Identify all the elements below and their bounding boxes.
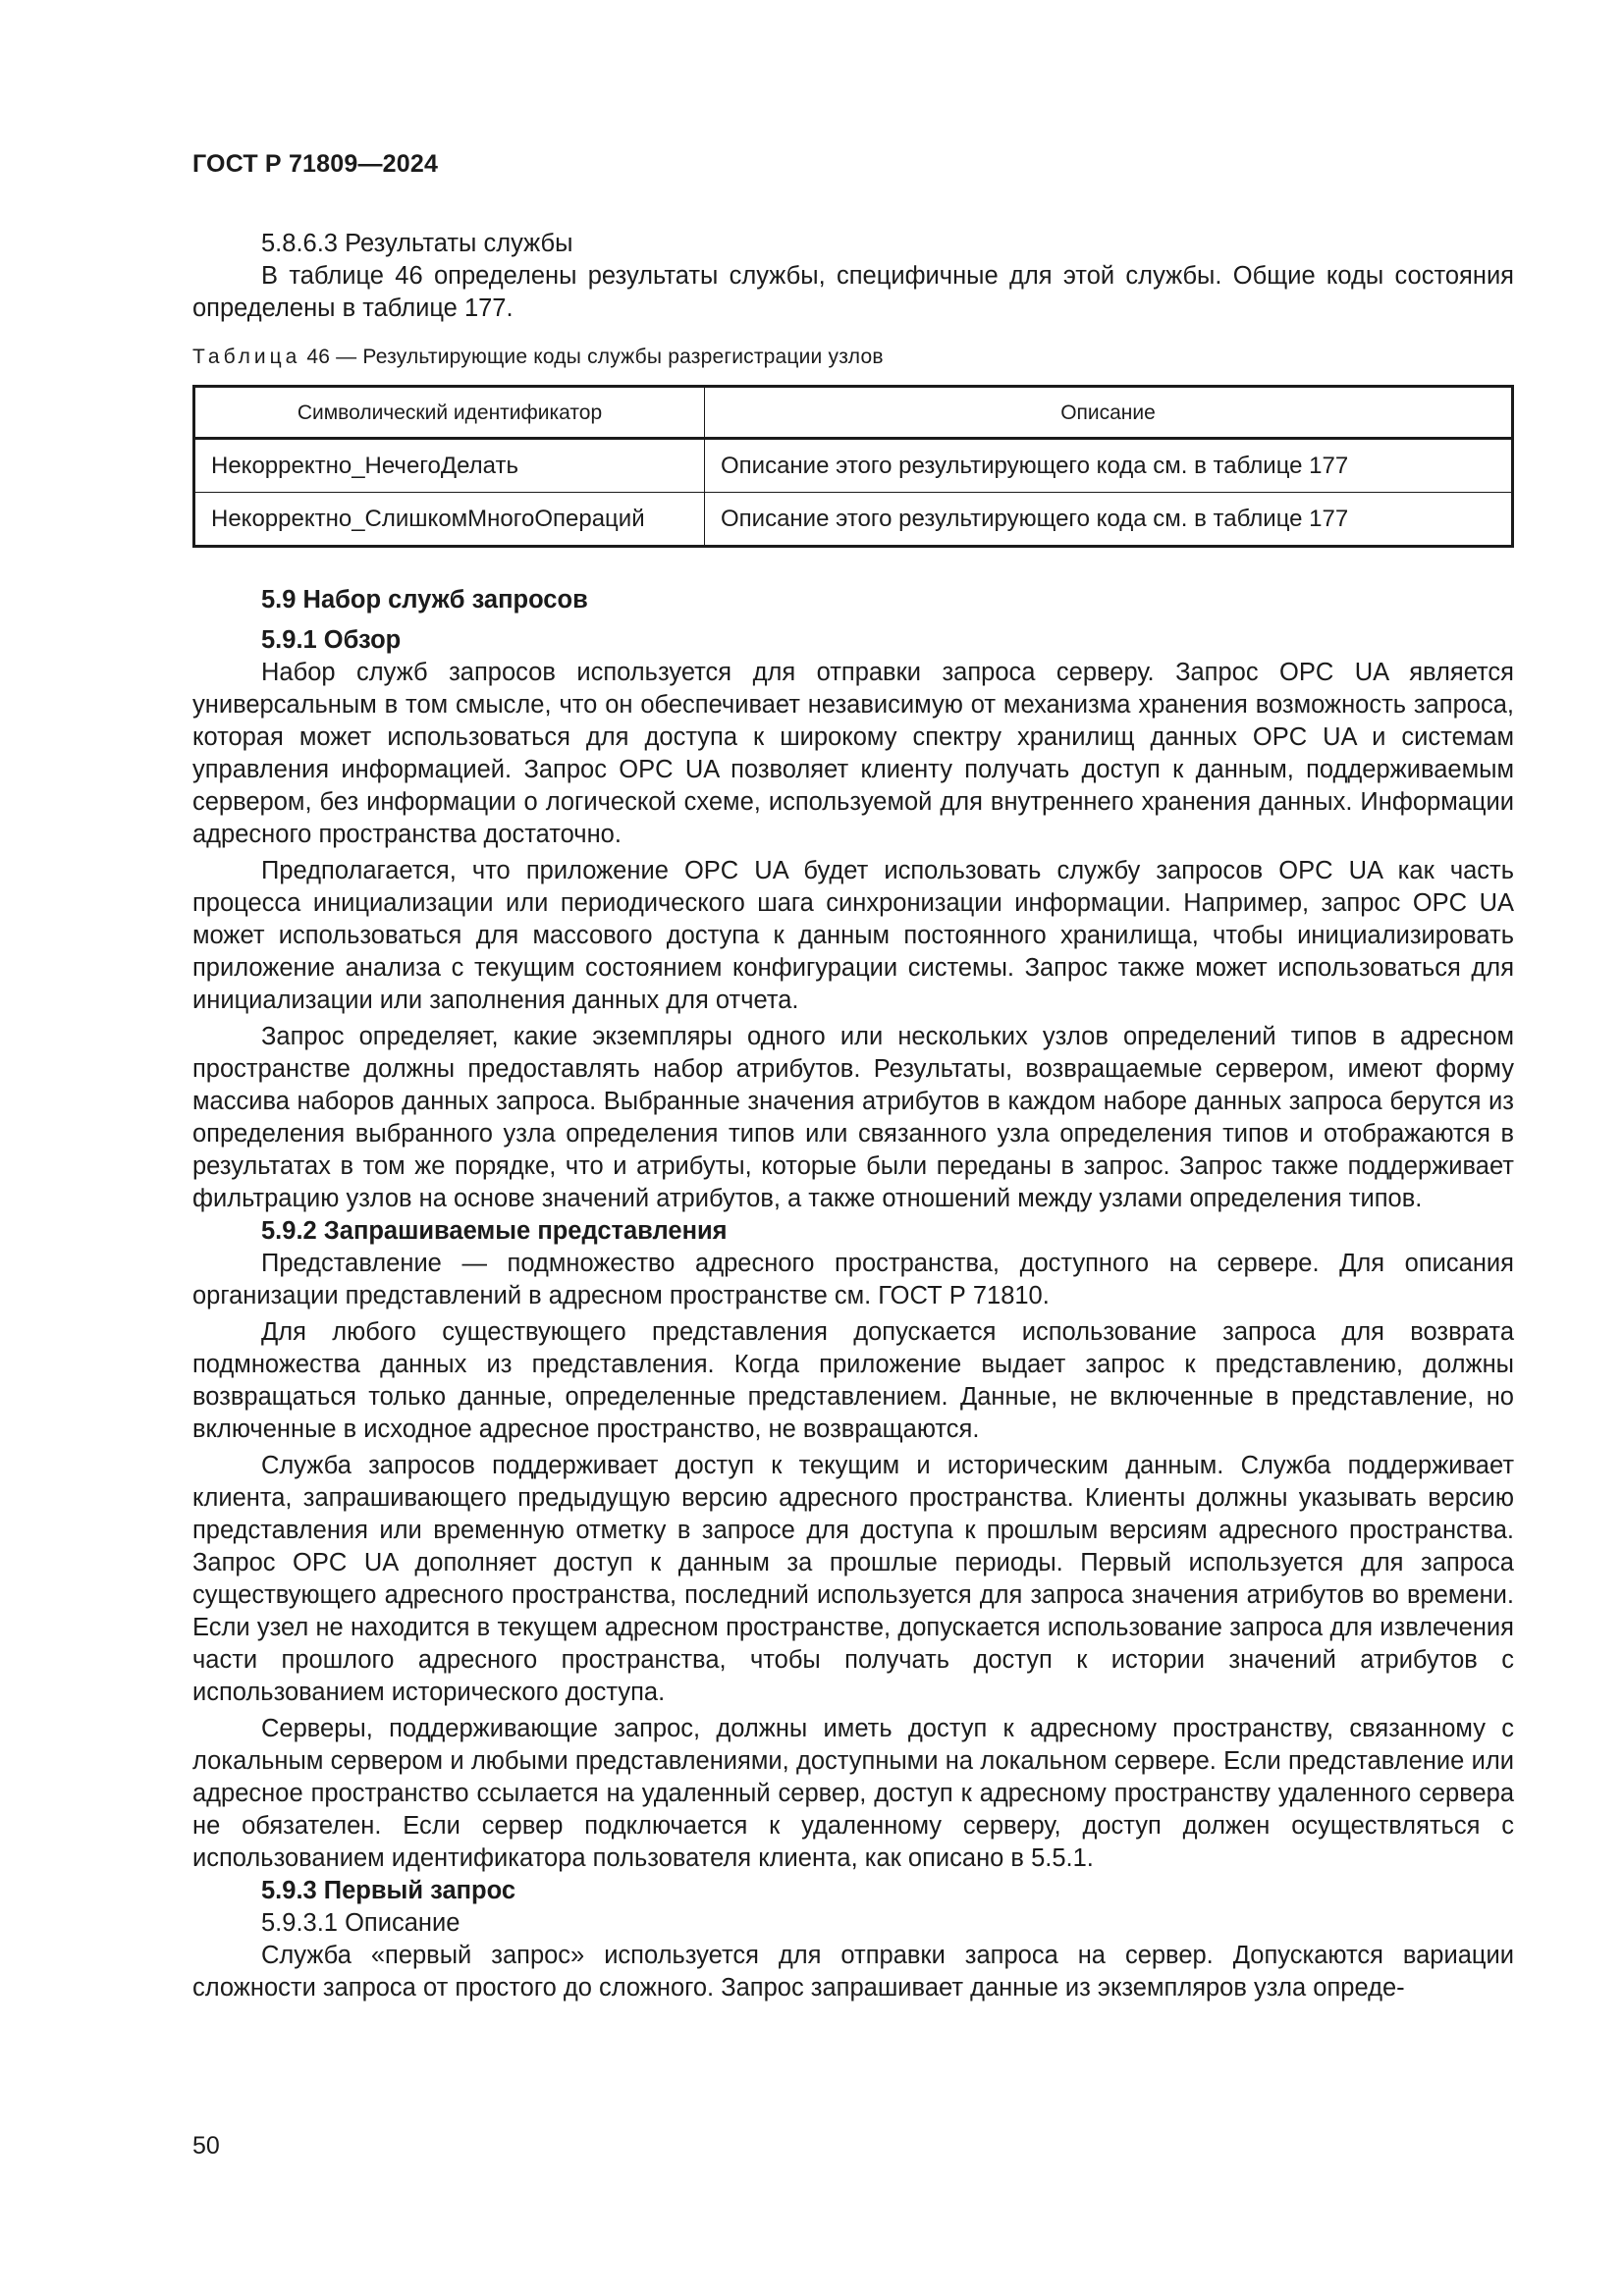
identifier-cell: Некорректно_НечегоДелать bbox=[194, 439, 705, 493]
paragraph: Служба «первый запрос» используется для отправки запроса на сервер. Допускаются вариации сложности запроса от простого до сложного. Запрос запрашивает данные из экземпляров узла опреде- bbox=[192, 1942, 1514, 2002]
column-header-identifier: Символический идентификатор bbox=[194, 387, 705, 439]
section-5863-heading: 5.8.6.3 Результаты службы bbox=[261, 230, 573, 257]
description-cell: Описание этого результирующего кода см. в таблице 177 bbox=[705, 493, 1513, 547]
document-body bbox=[192, 228, 1514, 2004]
table-caption-label: Таблица bbox=[192, 346, 301, 368]
paragraph: Набор служб запросов используется для отправки запроса серверу. Запрос OPC UA является универсальным в том смысле, что он обеспечивает независимую от механизма хранения возможность запроса, которая может использоваться для доступа к широкому спектру хранилищ данных OPC UA и системам управления информацией. Запрос OPC UA позволяет клиенту получать доступ к данным, поддерживаемым сервером, без информации о логической схеме, используемой для внутреннего хранения данных. Информации адресного пространства достаточно. bbox=[192, 659, 1514, 848]
paragraph: Служба запросов поддерживает доступ к текущим и историческим данным. Служба поддерживает клиента, запрашивающего предыдущую версию адресного пространства. Клиенты должны указывать версию представления или временную отметку в запросе для доступа к прошлым версиям адресного пространства. Запрос OPC UA дополняет доступ к данным за прошлые периоды. Первый используется для запроса существующего адресного пространства, последний используется для запроса значения атрибутов во времени. Если узел не находится в текущем адресном пространстве, допускается использование запроса для извлечения части прошлого адресного пространства, чтобы получать доступ к истории значений атрибутов с использованием исторического доступа. bbox=[192, 1452, 1514, 1706]
description-cell: Описание этого результирующего кода см. в таблице 177 bbox=[705, 439, 1513, 493]
result-codes-table bbox=[192, 385, 1514, 548]
section-59-heading: 5.9 Набор служб запросов bbox=[261, 586, 588, 614]
section-593-heading: 5.9.3 Первый запрос bbox=[261, 1877, 516, 1904]
table-row bbox=[194, 493, 1513, 547]
paragraph: Серверы, поддерживающие запрос, должны иметь доступ к адресному пространству, связанному с локальным сервером и любыми представлениями, доступными на локальном сервере. Если представление или адресное пространство ссылается на удаленный сервер, доступ к адресному пространству удаленного сервера не обязателен. Если сервер подключается к удаленному серверу, доступ должен осуществляться с использованием идентификатора пользователя клиента, как описано в 5.5.1. bbox=[192, 1715, 1514, 1872]
section-591-heading: 5.9.1 Обзор bbox=[261, 626, 402, 654]
standard-header: ГОСТ Р 71809—2024 bbox=[192, 150, 439, 178]
paragraph: Для любого существующего представления допускается использование запроса для возврата подмножества данных из представления. Когда приложение выдает запрос к представлению, должны возвращаться только данные, определенные представлением. Данные, не включенные в представление, но включенные в исходное адресное пространство, не возвращаются. bbox=[192, 1318, 1514, 1443]
section-592-heading: 5.9.2 Запрашиваемые представления bbox=[261, 1217, 728, 1245]
paragraph: Запрос определяет, какие экземпляры одного или нескольких узлов определений типов в адресном пространстве должны предоставлять набор атрибутов. Результаты, возвращаемые сервером, имеют форму массива наборов данных запроса. Выбранные значения атрибутов в каждом наборе данных запроса берутся из определения выбранного узла определения типов или связанного узла определения типов и отображаются в результатах в том же порядке, что и атрибуты, которые были переданы в запрос. Запрос также поддерживает фильтрацию узлов на основе значений атрибутов, а также отношений между узлами определения типов. bbox=[192, 1023, 1514, 1212]
section-5931-heading: 5.9.3.1 Описание bbox=[261, 1909, 460, 1937]
table-header-row bbox=[194, 387, 1513, 439]
column-header-description: Описание bbox=[705, 387, 1513, 439]
paragraph: Предполагается, что приложение OPC UA будет использовать службу запросов OPC UA как часть процесса инициализации или периодического шага синхронизации информации. Например, запрос OPC UA может использоваться для массового доступа к данным постоянного хранилища, чтобы инициализировать приложение анализа с текущим состоянием конфигурации системы. Запрос также может использоваться для инициализации или заполнения данных для отчета. bbox=[192, 857, 1514, 1014]
page-number: 50 bbox=[192, 2132, 220, 2160]
table-46-caption bbox=[192, 341, 1514, 373]
table-row bbox=[194, 439, 1513, 493]
table-caption-text: 46 — Результирующие коды службы разрегистрации узлов bbox=[306, 346, 884, 368]
paragraph: Представление — подмножество адресного пространства, доступного на сервере. Для описания организации представлений в адресном пространстве см. ГОСТ Р 71810. bbox=[192, 1250, 1514, 1309]
section-5863-text: В таблице 46 определены результаты службы, специфичные для этой службы. Общие коды состояния определены в таблице 177. bbox=[192, 262, 1514, 322]
identifier-cell: Некорректно_СлишкомМногоОпераций bbox=[194, 493, 705, 547]
